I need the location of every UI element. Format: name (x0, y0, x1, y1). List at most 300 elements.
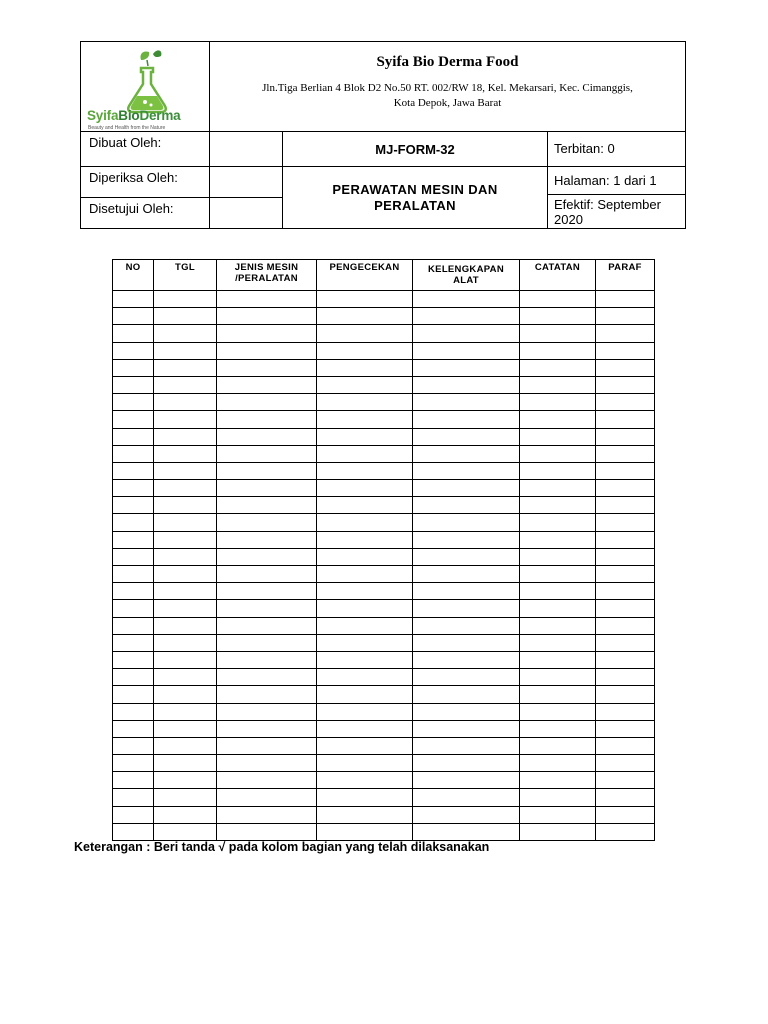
form-code-cell (282, 131, 547, 166)
document-header (80, 41, 686, 229)
table-cell[interactable] (113, 566, 154, 583)
table-cell[interactable] (317, 686, 413, 703)
table-cell[interactable] (413, 755, 520, 772)
table-cell[interactable] (520, 737, 596, 754)
table-cell[interactable] (154, 737, 217, 754)
address-line-2: Kota Depok, Jawa Barat (393, 97, 502, 109)
table-cell[interactable] (596, 583, 655, 600)
table-cell[interactable] (317, 445, 413, 462)
table-row (113, 548, 655, 565)
table-cell[interactable] (520, 514, 596, 531)
table-cell[interactable] (596, 480, 655, 497)
table-cell[interactable] (520, 428, 596, 445)
table-cell[interactable] (217, 806, 317, 823)
table-cell[interactable] (317, 308, 413, 325)
table-cell[interactable] (520, 600, 596, 617)
table-cell[interactable] (154, 394, 217, 411)
table-cell[interactable] (520, 823, 596, 840)
table-cell[interactable] (413, 617, 520, 634)
table-cell[interactable] (217, 634, 317, 651)
table-cell[interactable] (317, 462, 413, 479)
table-cell[interactable] (317, 514, 413, 531)
form-title (332, 182, 497, 214)
table-cell[interactable] (154, 806, 217, 823)
efektif-cell (547, 194, 686, 229)
dibuat-label-cell (80, 131, 209, 166)
table-cell[interactable] (520, 772, 596, 789)
table-cell[interactable] (154, 720, 217, 737)
table-cell[interactable] (413, 720, 520, 737)
table-row (113, 462, 655, 479)
table-cell[interactable] (317, 428, 413, 445)
table-cell[interactable] (596, 823, 655, 840)
table-cell[interactable] (217, 669, 317, 686)
efektif-line-1: Efektif: September (554, 197, 661, 212)
table-row (113, 703, 655, 720)
diperiksa-label-cell (80, 166, 209, 197)
table-cell[interactable] (154, 308, 217, 325)
table-cell[interactable] (317, 325, 413, 342)
table-row (113, 669, 655, 686)
table-cell[interactable] (596, 789, 655, 806)
table-cell[interactable] (596, 772, 655, 789)
table-header-row (113, 260, 655, 291)
table-cell[interactable] (413, 445, 520, 462)
table-row (113, 394, 655, 411)
table-cell[interactable] (317, 342, 413, 359)
col-header-tgl: TGL (154, 260, 217, 291)
table-cell[interactable] (113, 651, 154, 668)
form-title-line-1: PERAWATAN MESIN DAN (332, 181, 498, 197)
table-cell[interactable] (217, 583, 317, 600)
table-cell[interactable] (596, 394, 655, 411)
table-cell[interactable] (596, 737, 655, 754)
table-cell[interactable] (520, 566, 596, 583)
table-cell[interactable] (317, 737, 413, 754)
table-cell[interactable] (217, 376, 317, 393)
table-cell[interactable] (113, 291, 154, 308)
table-cell[interactable] (520, 308, 596, 325)
col-header-pengecekan: PENGECEKAN (317, 260, 413, 291)
table-cell[interactable] (596, 566, 655, 583)
maintenance-table (112, 259, 655, 841)
diperiksa-value-cell[interactable] (209, 166, 282, 197)
table-cell[interactable] (413, 531, 520, 548)
table-cell[interactable] (217, 445, 317, 462)
company-address (210, 81, 685, 111)
table-cell[interactable] (217, 497, 317, 514)
efektif-line-2: 2020 (554, 212, 583, 227)
dibuat-value-cell[interactable] (209, 131, 282, 166)
table-cell[interactable] (413, 497, 520, 514)
halaman-text: Halaman: 1 dari 1 (554, 173, 657, 188)
table-cell[interactable] (520, 359, 596, 376)
table-cell[interactable] (317, 531, 413, 548)
table-cell[interactable] (520, 342, 596, 359)
table-cell[interactable] (317, 789, 413, 806)
table-cell[interactable] (317, 806, 413, 823)
table-cell[interactable] (154, 445, 217, 462)
form-title-cell (282, 166, 547, 229)
table-cell[interactable] (520, 394, 596, 411)
table-cell[interactable] (596, 617, 655, 634)
table-cell[interactable] (520, 703, 596, 720)
table-cell[interactable] (520, 548, 596, 565)
table-cell[interactable] (217, 428, 317, 445)
table-cell[interactable] (596, 600, 655, 617)
table-cell[interactable] (596, 755, 655, 772)
table-cell[interactable] (217, 789, 317, 806)
table-row (113, 497, 655, 514)
table-cell[interactable] (317, 376, 413, 393)
table-cell[interactable] (596, 531, 655, 548)
table-cell[interactable] (596, 445, 655, 462)
table-cell[interactable] (520, 651, 596, 668)
table-cell[interactable] (317, 617, 413, 634)
table-cell[interactable] (217, 566, 317, 583)
table-row (113, 531, 655, 548)
table-cell[interactable] (317, 566, 413, 583)
table-cell[interactable] (413, 394, 520, 411)
table-cell[interactable] (317, 600, 413, 617)
disetujui-label-cell (80, 197, 209, 229)
table-row (113, 634, 655, 651)
table-cell[interactable] (113, 359, 154, 376)
table-row (113, 806, 655, 823)
table-cell[interactable] (317, 823, 413, 840)
table-cell[interactable] (317, 583, 413, 600)
table-cell[interactable] (154, 325, 217, 342)
table-cell[interactable] (596, 669, 655, 686)
table-cell[interactable] (413, 342, 520, 359)
table-cell[interactable] (413, 737, 520, 754)
table-cell[interactable] (520, 583, 596, 600)
table-cell[interactable] (413, 359, 520, 376)
logo-tagline: Beauty and Health from the Nature (88, 125, 166, 131)
table-row (113, 291, 655, 308)
table-cell[interactable] (217, 755, 317, 772)
table-row (113, 566, 655, 583)
table-cell[interactable] (113, 376, 154, 393)
table-cell[interactable] (154, 686, 217, 703)
table-cell[interactable] (154, 428, 217, 445)
table-cell[interactable] (113, 823, 154, 840)
table-cell[interactable] (317, 634, 413, 651)
table-cell[interactable] (154, 480, 217, 497)
table-cell[interactable] (413, 480, 520, 497)
table-cell[interactable] (520, 531, 596, 548)
table-row (113, 617, 655, 634)
table-cell[interactable] (154, 514, 217, 531)
table-cell[interactable] (520, 806, 596, 823)
table-cell[interactable] (154, 634, 217, 651)
table-cell[interactable] (217, 823, 317, 840)
table-cell[interactable] (217, 514, 317, 531)
table-cell[interactable] (113, 428, 154, 445)
table-cell[interactable] (520, 789, 596, 806)
table-row (113, 686, 655, 703)
table-cell[interactable] (154, 823, 217, 840)
table-row (113, 720, 655, 737)
table-cell[interactable] (520, 445, 596, 462)
efektif-text (548, 195, 685, 227)
table-cell[interactable] (413, 548, 520, 565)
col-header-catatan: CATATAN (520, 260, 596, 291)
table-row (113, 772, 655, 789)
table-cell[interactable] (217, 617, 317, 634)
table-cell[interactable] (596, 342, 655, 359)
table-cell[interactable] (413, 428, 520, 445)
table-cell[interactable] (154, 600, 217, 617)
table-cell[interactable] (317, 755, 413, 772)
table-cell[interactable] (217, 772, 317, 789)
col-header-no: NO (113, 260, 154, 291)
table-cell[interactable] (596, 634, 655, 651)
table-cell[interactable] (413, 634, 520, 651)
table-cell[interactable] (413, 789, 520, 806)
table-cell[interactable] (317, 669, 413, 686)
col-header-paraf: PARAF (596, 260, 655, 291)
table-cell[interactable] (413, 325, 520, 342)
table-cell[interactable] (520, 325, 596, 342)
table-cell[interactable] (154, 342, 217, 359)
table-cell[interactable] (217, 411, 317, 428)
table-cell[interactable] (217, 394, 317, 411)
table-row (113, 600, 655, 617)
logo-brand-bio: Bio (118, 108, 140, 123)
table-cell[interactable] (520, 634, 596, 651)
table-cell[interactable] (154, 566, 217, 583)
table-cell[interactable] (217, 703, 317, 720)
table-cell[interactable] (217, 737, 317, 754)
table-cell[interactable] (413, 823, 520, 840)
table-cell[interactable] (113, 686, 154, 703)
table-cell[interactable] (113, 514, 154, 531)
table-cell[interactable] (113, 583, 154, 600)
table-cell[interactable] (154, 669, 217, 686)
table-cell[interactable] (217, 548, 317, 565)
table-cell[interactable] (217, 651, 317, 668)
table-cell[interactable] (520, 497, 596, 514)
table-cell[interactable] (113, 737, 154, 754)
table-row (113, 789, 655, 806)
table-cell[interactable] (317, 720, 413, 737)
table-cell[interactable] (113, 548, 154, 565)
table-row (113, 755, 655, 772)
terbitan-text: Terbitan: 0 (554, 141, 615, 156)
table-row (113, 308, 655, 325)
table-cell[interactable] (217, 686, 317, 703)
table-cell[interactable] (413, 772, 520, 789)
table-cell[interactable] (413, 651, 520, 668)
table-row (113, 480, 655, 497)
table-cell[interactable] (154, 703, 217, 720)
table-cell[interactable] (596, 462, 655, 479)
table-cell[interactable] (317, 703, 413, 720)
table-cell[interactable] (154, 462, 217, 479)
table-cell[interactable] (154, 772, 217, 789)
table-cell[interactable] (113, 772, 154, 789)
logo-brand-derma: Derma (139, 108, 181, 123)
company-name: Syifa Bio Derma Food (376, 54, 519, 70)
table-cell[interactable] (154, 583, 217, 600)
table-cell[interactable] (217, 462, 317, 479)
table-cell[interactable] (154, 531, 217, 548)
table-cell[interactable] (154, 617, 217, 634)
table-cell[interactable] (113, 462, 154, 479)
table-cell[interactable] (154, 789, 217, 806)
table-cell[interactable] (520, 755, 596, 772)
table-row (113, 428, 655, 445)
table-cell[interactable] (113, 531, 154, 548)
col-header-jenis-mesin: JENIS MESIN /PERALATAN (217, 260, 317, 291)
logo-cell (80, 41, 209, 131)
table-row (113, 342, 655, 359)
table-cell[interactable] (413, 376, 520, 393)
table-cell[interactable] (217, 291, 317, 308)
diperiksa-label: Diperiksa Oleh: (89, 170, 178, 185)
table-row (113, 376, 655, 393)
table-cell[interactable] (520, 480, 596, 497)
logo-brand-syifa: Syifa (87, 108, 119, 123)
table-cell[interactable] (154, 359, 217, 376)
table-cell[interactable] (154, 548, 217, 565)
table-cell[interactable] (596, 514, 655, 531)
table-cell[interactable] (113, 634, 154, 651)
table-cell[interactable] (596, 325, 655, 342)
table-cell[interactable] (596, 548, 655, 565)
table-cell[interactable] (596, 428, 655, 445)
table-cell[interactable] (217, 531, 317, 548)
table-row (113, 514, 655, 531)
table-cell[interactable] (520, 291, 596, 308)
table-cell[interactable] (113, 445, 154, 462)
table-cell[interactable] (154, 755, 217, 772)
table-cell[interactable] (520, 411, 596, 428)
table-cell[interactable] (520, 720, 596, 737)
table-cell[interactable] (596, 806, 655, 823)
table-cell[interactable] (520, 686, 596, 703)
table-cell[interactable] (596, 497, 655, 514)
table-cell[interactable] (413, 686, 520, 703)
table-cell[interactable] (413, 411, 520, 428)
table-cell[interactable] (113, 325, 154, 342)
table-cell[interactable] (113, 755, 154, 772)
col-header-kelengkapan-alat: KELENGKAPAN ALAT (413, 260, 520, 291)
table-cell[interactable] (113, 394, 154, 411)
table-row (113, 651, 655, 668)
table-row (113, 325, 655, 342)
table-cell[interactable] (154, 411, 217, 428)
table-cell[interactable] (596, 376, 655, 393)
table-cell[interactable] (217, 600, 317, 617)
disetujui-label: Disetujui Oleh: (89, 201, 174, 216)
table-cell[interactable] (113, 720, 154, 737)
table-cell[interactable] (596, 411, 655, 428)
table-cell[interactable] (520, 376, 596, 393)
table-cell[interactable] (413, 583, 520, 600)
terbitan-cell (547, 131, 686, 166)
table-cell[interactable] (413, 600, 520, 617)
table-cell[interactable] (413, 566, 520, 583)
logo-text (87, 108, 180, 123)
table-cell[interactable] (317, 480, 413, 497)
table-cell[interactable] (113, 617, 154, 634)
table-cell[interactable] (413, 291, 520, 308)
table-cell[interactable] (413, 462, 520, 479)
table-row (113, 823, 655, 840)
table-cell[interactable] (317, 772, 413, 789)
table-cell[interactable] (113, 806, 154, 823)
table-cell[interactable] (317, 359, 413, 376)
table-cell[interactable] (113, 497, 154, 514)
disetujui-value-cell[interactable] (209, 197, 282, 229)
table-cell[interactable] (217, 720, 317, 737)
table-cell[interactable] (520, 462, 596, 479)
table-cell[interactable] (413, 703, 520, 720)
table-cell[interactable] (317, 651, 413, 668)
company-cell (209, 41, 686, 131)
table-cell[interactable] (217, 342, 317, 359)
table-cell[interactable] (113, 308, 154, 325)
table-cell[interactable] (113, 789, 154, 806)
table-cell[interactable] (154, 291, 217, 308)
table-cell[interactable] (317, 497, 413, 514)
table-cell[interactable] (113, 600, 154, 617)
table-cell[interactable] (317, 411, 413, 428)
table-cell[interactable] (596, 686, 655, 703)
form-code: MJ-FORM-32 (375, 141, 455, 157)
table-cell[interactable] (154, 497, 217, 514)
table-row (113, 411, 655, 428)
table-cell[interactable] (520, 617, 596, 634)
table-cell[interactable] (596, 720, 655, 737)
table-row (113, 359, 655, 376)
table-cell[interactable] (413, 669, 520, 686)
table-body (113, 291, 655, 841)
table-cell[interactable] (317, 394, 413, 411)
table-cell[interactable] (154, 376, 217, 393)
table-cell[interactable] (520, 669, 596, 686)
table-cell[interactable] (113, 703, 154, 720)
table-cell[interactable] (217, 359, 317, 376)
table-cell[interactable] (217, 480, 317, 497)
table-cell[interactable] (317, 291, 413, 308)
table-cell[interactable] (413, 806, 520, 823)
table-cell[interactable] (113, 342, 154, 359)
table-cell[interactable] (317, 548, 413, 565)
table-cell[interactable] (413, 514, 520, 531)
table-row (113, 583, 655, 600)
table-cell[interactable] (154, 651, 217, 668)
table-cell[interactable] (113, 480, 154, 497)
dibuat-label: Dibuat Oleh: (89, 135, 162, 150)
table-cell[interactable] (217, 308, 317, 325)
table-cell[interactable] (113, 411, 154, 428)
table-cell[interactable] (596, 703, 655, 720)
footnote: Keterangan : Beri tanda √ pada kolom bagian yang telah dilaksanakan (74, 840, 490, 854)
table-cell[interactable] (596, 308, 655, 325)
table-cell[interactable] (413, 308, 520, 325)
table-cell[interactable] (596, 359, 655, 376)
table-cell[interactable] (596, 291, 655, 308)
halaman-cell (547, 166, 686, 194)
table-cell[interactable] (217, 325, 317, 342)
table-row (113, 737, 655, 754)
table-cell[interactable] (596, 651, 655, 668)
table-cell[interactable] (113, 669, 154, 686)
table-row (113, 445, 655, 462)
